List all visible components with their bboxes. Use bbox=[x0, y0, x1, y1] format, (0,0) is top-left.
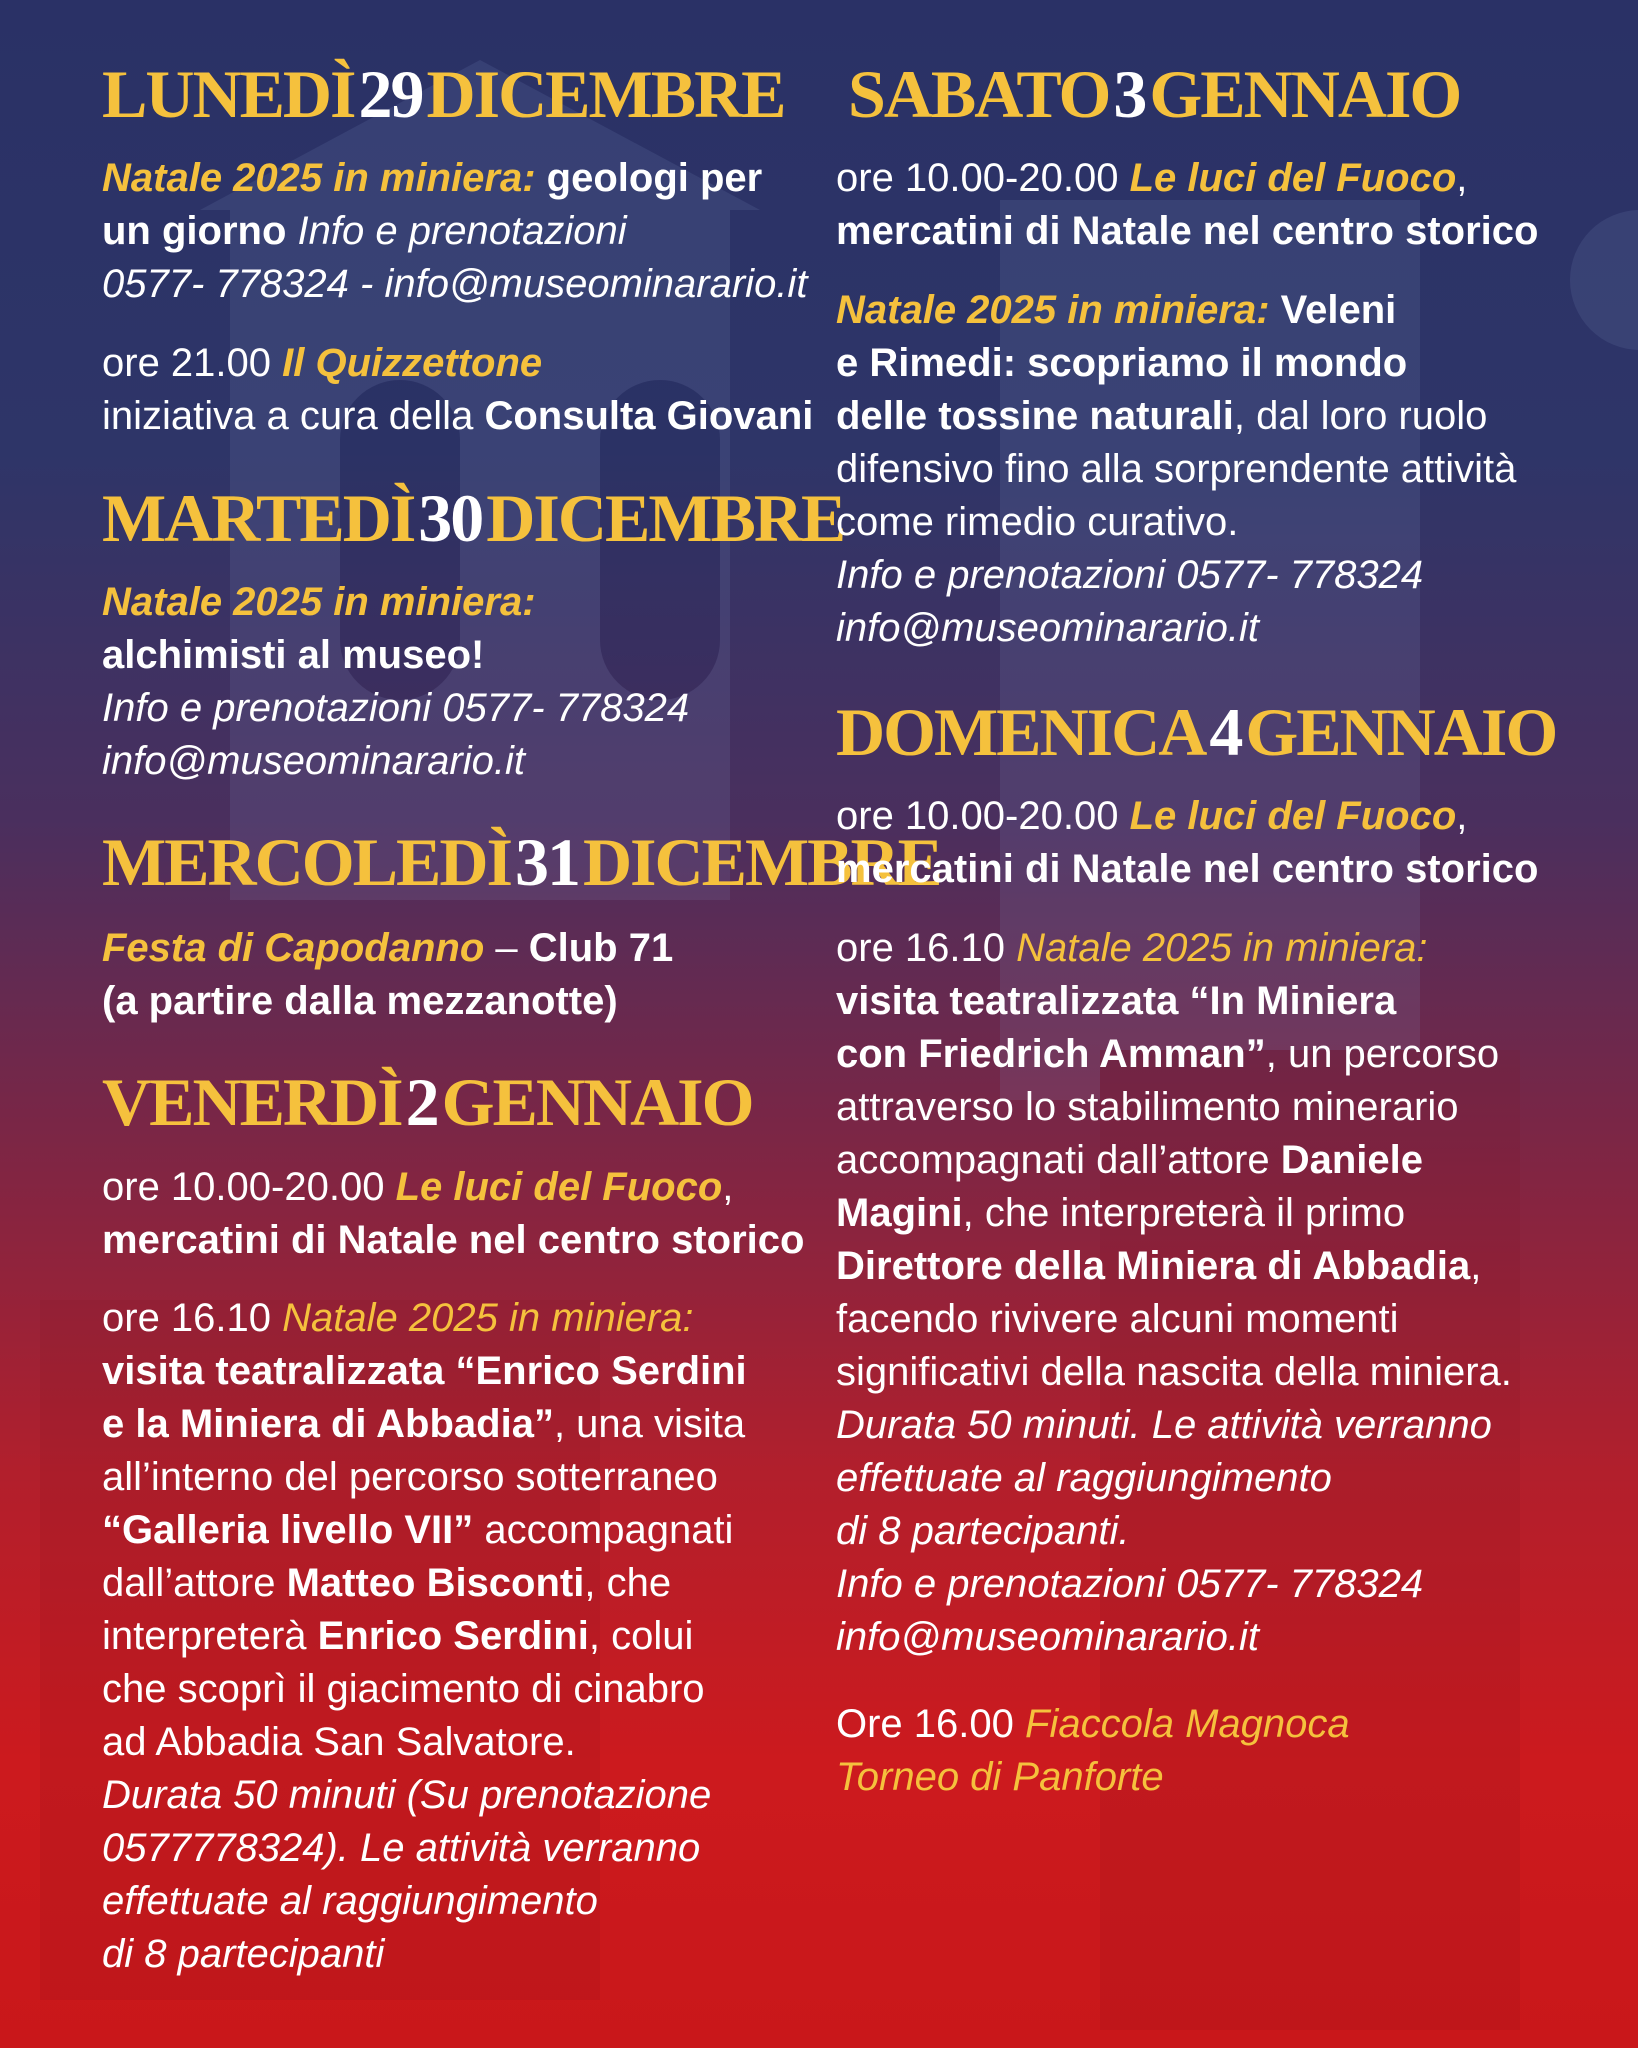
event-desc: interpreterà bbox=[102, 1614, 318, 1658]
month: GENNAIO bbox=[1245, 694, 1557, 770]
contact-email: info@museominarario.it bbox=[836, 1615, 1259, 1659]
info-label: Info e prenotazioni 0577- 778324 bbox=[836, 1562, 1424, 1606]
event-info: di 8 partecipanti bbox=[102, 1932, 385, 1976]
event-desc: , colui bbox=[588, 1614, 694, 1658]
day-heading-31-dicembre bbox=[102, 824, 941, 900]
event-time: ore 16.10 bbox=[102, 1296, 272, 1340]
day-heading-2-gennaio bbox=[102, 1064, 753, 1140]
contact-email: info@museominarario.it bbox=[102, 739, 525, 783]
event-title: visita teatralizzata “Enrico Serdini bbox=[102, 1349, 747, 1393]
event-title: geologi per bbox=[546, 156, 763, 200]
day-heading-3-gennaio bbox=[848, 56, 1461, 132]
event-veleni-rimedi bbox=[836, 284, 1516, 655]
character-name: Direttore della Miniera di Abbadia bbox=[836, 1244, 1471, 1288]
day-number: 29 bbox=[358, 56, 423, 132]
event-desc: mercatini di Natale nel centro storico bbox=[102, 1218, 805, 1262]
event-desc: attraverso lo stabilimento minerario bbox=[836, 1085, 1459, 1129]
event-capodanno bbox=[102, 922, 673, 1028]
event-desc: mercatini di Natale nel centro storico bbox=[836, 209, 1539, 253]
event-name: Fiaccola Magnoca bbox=[1025, 1702, 1350, 1746]
day-heading-29-dicembre bbox=[102, 56, 785, 132]
event-luci-fuoco-3 bbox=[836, 152, 1538, 258]
event-geologi bbox=[102, 152, 807, 311]
month: GENNAIO bbox=[441, 1064, 753, 1140]
event-time: ore 10.00-20.00 bbox=[836, 794, 1119, 838]
event-title-cont: delle tossine naturali bbox=[836, 394, 1234, 438]
event-name: Le luci del Fuoco bbox=[1129, 794, 1457, 838]
event-info: Durata 50 minuti (Su prenotazione bbox=[102, 1773, 712, 1817]
event-org: Consulta Giovani bbox=[484, 394, 814, 438]
day-number: 2 bbox=[405, 1064, 438, 1140]
weekday: VENERDÌ bbox=[102, 1064, 402, 1140]
event-desc: , che bbox=[584, 1561, 672, 1605]
event-desc: , dal loro ruolo bbox=[1233, 394, 1488, 438]
event-desc: significativi della nascita della miniera. bbox=[836, 1350, 1512, 1394]
event-quizzettone bbox=[102, 337, 813, 443]
event-desc: , che interpreterà il primo bbox=[962, 1191, 1406, 1235]
event-info: 0577778324). Le attività verranno bbox=[102, 1826, 701, 1870]
punct: , bbox=[1456, 156, 1468, 200]
event-alchimisti bbox=[102, 576, 689, 788]
event-name: Torneo di Panforte bbox=[836, 1755, 1164, 1799]
actor-name: Daniele bbox=[1280, 1138, 1424, 1182]
event-name: Le luci del Fuoco bbox=[395, 1165, 723, 1209]
day-heading-4-gennaio bbox=[836, 694, 1557, 770]
event-location: “Galleria livello VII” bbox=[102, 1508, 474, 1552]
day-number: 30 bbox=[418, 480, 483, 556]
event-desc: accompagnati dall’attore bbox=[836, 1138, 1281, 1182]
event-title-cont: un giorno bbox=[102, 209, 287, 253]
event-info: Durata 50 minuti. Le attività verranno bbox=[836, 1403, 1492, 1447]
weekday: LUNEDÌ bbox=[102, 56, 355, 132]
month: DICEMBRE bbox=[426, 56, 785, 132]
event-desc: accompagnati bbox=[473, 1508, 734, 1552]
contact-email: info@museominarario.it bbox=[836, 606, 1259, 650]
event-desc: dall’attore bbox=[102, 1561, 287, 1605]
event-time: Ore 16.00 bbox=[836, 1702, 1014, 1746]
event-desc: mercatini di Natale nel centro storico bbox=[836, 847, 1539, 891]
event-name: Il Quizzettone bbox=[282, 341, 543, 385]
event-title: Veleni bbox=[1280, 288, 1397, 332]
event-luci-fuoco-4 bbox=[836, 790, 1538, 896]
weekday: SABATO bbox=[848, 56, 1110, 132]
punct: , bbox=[1456, 794, 1468, 838]
event-title: visita teatralizzata “In Miniera bbox=[836, 979, 1397, 1023]
event-time: ore 10.00-20.00 bbox=[102, 1165, 385, 1209]
event-visita-serdini bbox=[102, 1292, 747, 1981]
actor-name-cont: Magini bbox=[836, 1191, 963, 1235]
event-tag: Natale 2025 in miniera: bbox=[836, 288, 1270, 332]
event-title-cont: con Friedrich Amman” bbox=[836, 1032, 1266, 1076]
event-info: di 8 partecipanti. bbox=[836, 1509, 1130, 1553]
contact-line: 0577- 778324 - info@museominarario.it bbox=[102, 262, 808, 306]
event-info: effettuate al raggiungimento bbox=[836, 1456, 1332, 1500]
event-desc: difensivo fino alla sorprendente attività bbox=[836, 447, 1517, 491]
info-label: Info e prenotazioni 0577- 778324 bbox=[102, 686, 690, 730]
separator: – bbox=[484, 926, 529, 970]
day-number: 31 bbox=[514, 824, 579, 900]
event-tag: Natale 2025 in miniera: bbox=[102, 580, 536, 624]
event-time: ore 21.00 bbox=[102, 341, 272, 385]
month: GENNAIO bbox=[1149, 56, 1461, 132]
event-title: alchimisti al museo! bbox=[102, 633, 485, 677]
event-tag: Natale 2025 in miniera: bbox=[1016, 926, 1428, 970]
punct: , bbox=[1470, 1244, 1482, 1288]
event-desc: , un percorso bbox=[1265, 1032, 1500, 1076]
month: DICEMBRE bbox=[582, 824, 941, 900]
event-desc: che scoprì il giacimento di cinabro bbox=[102, 1667, 705, 1711]
event-time: ore 16.10 bbox=[836, 926, 1006, 970]
event-desc: ad Abbadia San Salvatore. bbox=[102, 1720, 576, 1764]
event-fiaccola bbox=[836, 1698, 1350, 1804]
event-desc: iniziativa a cura della bbox=[102, 394, 474, 438]
event-title-cont: e Rimedi: scopriamo il mondo bbox=[836, 341, 1408, 385]
punct: , bbox=[722, 1165, 734, 1209]
event-venue: Club 71 bbox=[528, 926, 674, 970]
day-heading-30-dicembre bbox=[102, 480, 845, 556]
info-label: Info e prenotazioni bbox=[297, 209, 627, 253]
character-name: Enrico Serdini bbox=[317, 1614, 589, 1658]
event-title-cont: e la Miniera di Abbadia” bbox=[102, 1402, 554, 1446]
event-time: ore 10.00-20.00 bbox=[836, 156, 1119, 200]
weekday: MARTEDÌ bbox=[102, 480, 415, 556]
info-label: Info e prenotazioni 0577- 778324 bbox=[836, 553, 1424, 597]
event-tag: Natale 2025 in miniera: bbox=[102, 156, 536, 200]
event-desc: come rimedio curativo. bbox=[836, 500, 1239, 544]
event-name: Festa di Capodanno bbox=[102, 926, 485, 970]
weekday: DOMENICA bbox=[836, 694, 1206, 770]
month: DICEMBRE bbox=[486, 480, 845, 556]
actor-name: Matteo Bisconti bbox=[286, 1561, 585, 1605]
event-desc: , una visita bbox=[553, 1402, 746, 1446]
event-desc: all’interno del percorso sotterraneo bbox=[102, 1455, 718, 1499]
event-name: Le luci del Fuoco bbox=[1129, 156, 1457, 200]
event-info: effettuate al raggiungimento bbox=[102, 1879, 598, 1923]
event-tag: Natale 2025 in miniera: bbox=[282, 1296, 694, 1340]
day-number: 3 bbox=[1113, 56, 1146, 132]
event-visita-amman bbox=[836, 922, 1512, 1664]
day-number: 4 bbox=[1209, 694, 1242, 770]
event-desc: facendo rivivere alcuni momenti bbox=[836, 1297, 1399, 1341]
event-luci-fuoco-2 bbox=[102, 1161, 804, 1267]
event-note: (a partire dalla mezzanotte) bbox=[102, 979, 618, 1023]
weekday: MERCOLEDÌ bbox=[102, 824, 511, 900]
